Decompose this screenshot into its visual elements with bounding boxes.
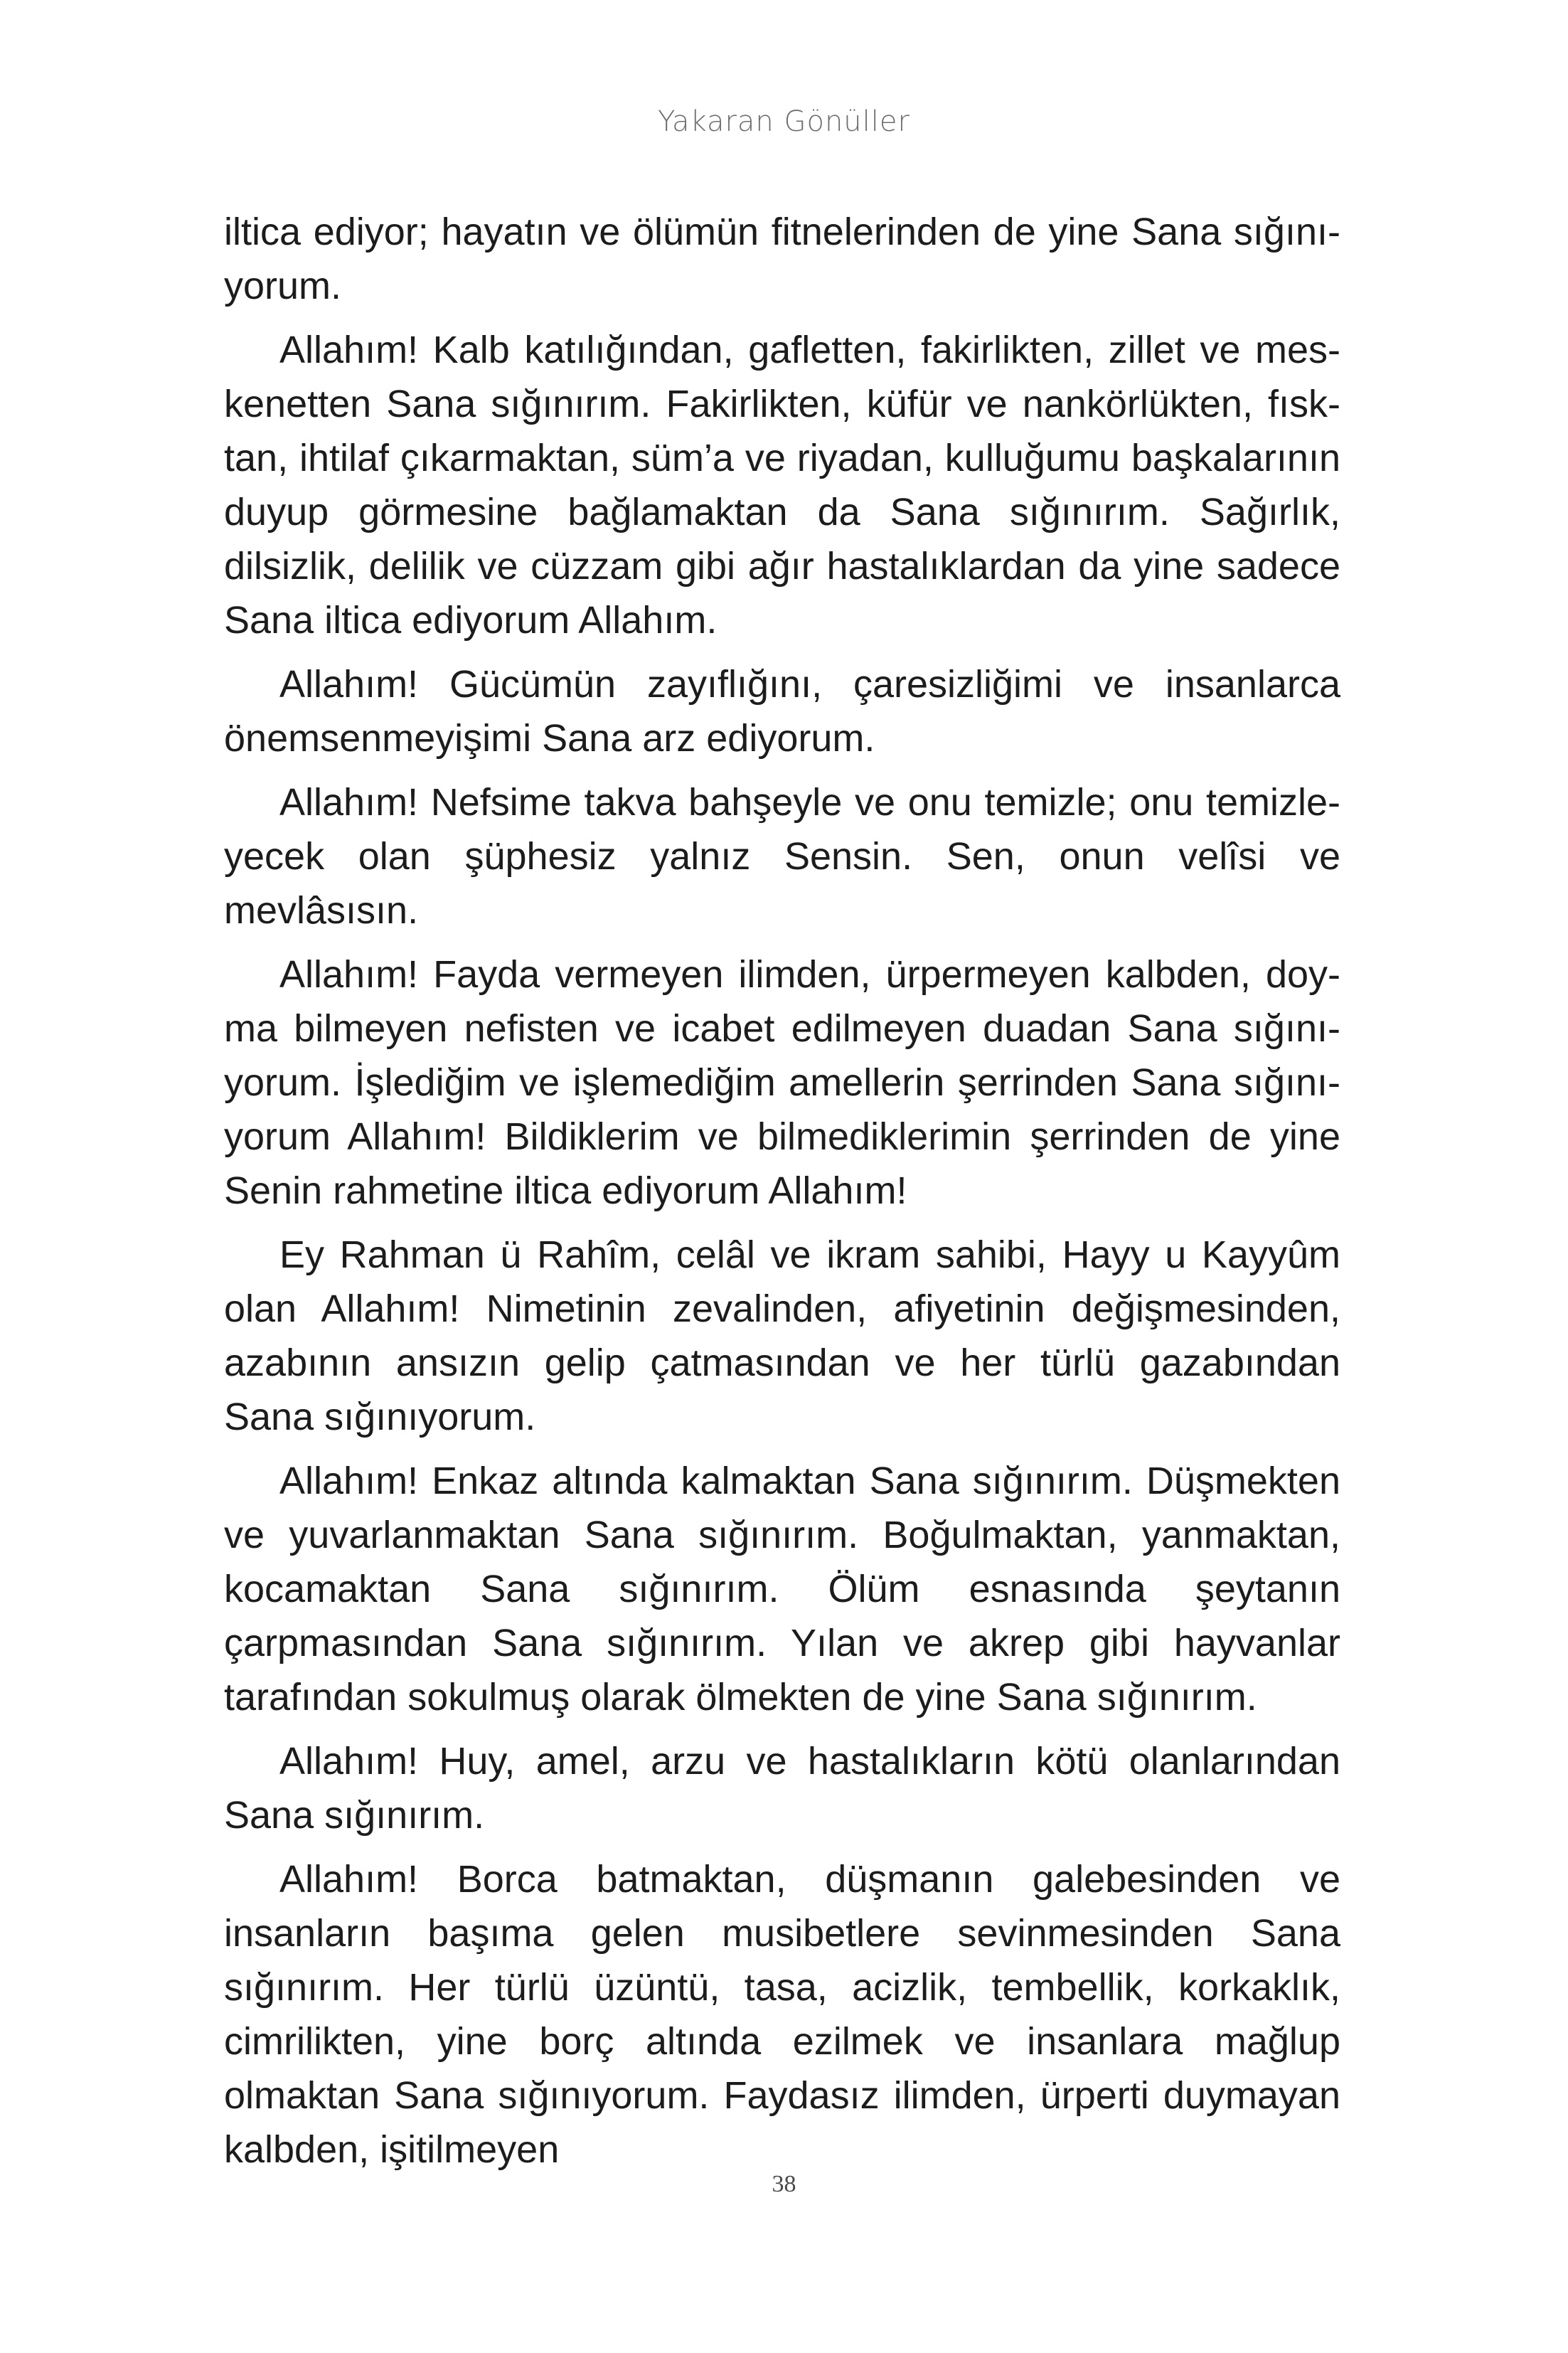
paragraph-9: Allahım! Borca batmaktan, düşmanın galebesinden ve insanların başıma gelen musibetlere sevinmesinden Sana sığınırım. Her türlü üzüntü, tasa, acizlik, tembellik, korkaklık, cimrilikten, yine borç altında ezilmek ve insanlara mağlup olmaktan Sana sığınıyorum. Faydasız ilimden, ürperti duymayan kalbden, işitilmeyen bbox=[224, 1858, 1340, 2171]
paragraph-7: Allahım! Enkaz altında kalmaktan Sana sığınırım. Düşmekten ve yuvarlanmaktan Sana sığınırım. Boğulmaktan, yanmaktan, kocamaktan Sana sığınırım. Ölüm esnasında şeytanın çarpmasından Sana sığınırım. Yılan ve akrep gibi hayvanlar tarafından sokulmuş olarak ölmekten de yine Sana sığınırım. bbox=[224, 1460, 1340, 1719]
paragraph-1: iltica ediyor; hayatın ve ölümün fitnelerinden de yine Sana sığınıyorum. bbox=[224, 211, 1340, 307]
paragraph-4: Allahım! Nefsime takva bahşeyle ve onu temizle; onu temizleyecek olan şüphesiz yalnız Sensin. Sen, onun velîsi ve mevlâsısın. bbox=[224, 781, 1340, 932]
page-number: 38 bbox=[772, 2171, 796, 2197]
paragraph-5: Allahım! Fayda vermeyen ilimden, ürpermeyen kalbden, doyma bilmeyen nefisten ve icabet edilmeyen duadan Sana sığınıyorum. İşlediğim ve işlemediğim amellerin şerrinden Sana sığınıyorum Allahım! Bildiklerim ve bilmediklerimin şerrinden de yine Senin rahmetine iltica ediyorum Allahım! bbox=[224, 953, 1340, 1212]
paragraph-6: Ey Rahman ü Rahîm, celâl ve ikram sahibi, Hayy u Kayyûm olan Allahım! Nimetinin zevalinden, afiyetinin değişmesinden, azabının ansızın gelip çatmasından ve her türlü gazabından Sana sığınıyorum. bbox=[224, 1233, 1340, 1438]
paragraph-3: Allahım! Gücümün zayıflığını, çaresizliğimi ve insanlarca önemsenmeyişimi Sana arz ediyorum. bbox=[224, 663, 1340, 760]
paragraph-2: Allahım! Kalb katılığından, gafletten, fakirlikten, zillet ve meskenetten Sana sığınırım. Fakirlikten, küfür ve nankörlükten, fısktan, ihtilaf çıkarmaktan, süm’a ve riyadan, kulluğumu başkalarının duyup görmesine bağlamaktan da Sana sığınırım. Sağırlık, dilsizlik, delilik ve cüzzam gibi ağır hastalıklardan da yine sadece Sana iltica ediyorum Allahım. bbox=[224, 329, 1340, 642]
body-text bbox=[224, 205, 1340, 2187]
paragraph-8: Allahım! Huy, amel, arzu ve hastalıkların kötü olanlarından Sana sığınırım. bbox=[224, 1740, 1340, 1837]
running-head-title: Yakaran Gönüller bbox=[658, 105, 910, 138]
